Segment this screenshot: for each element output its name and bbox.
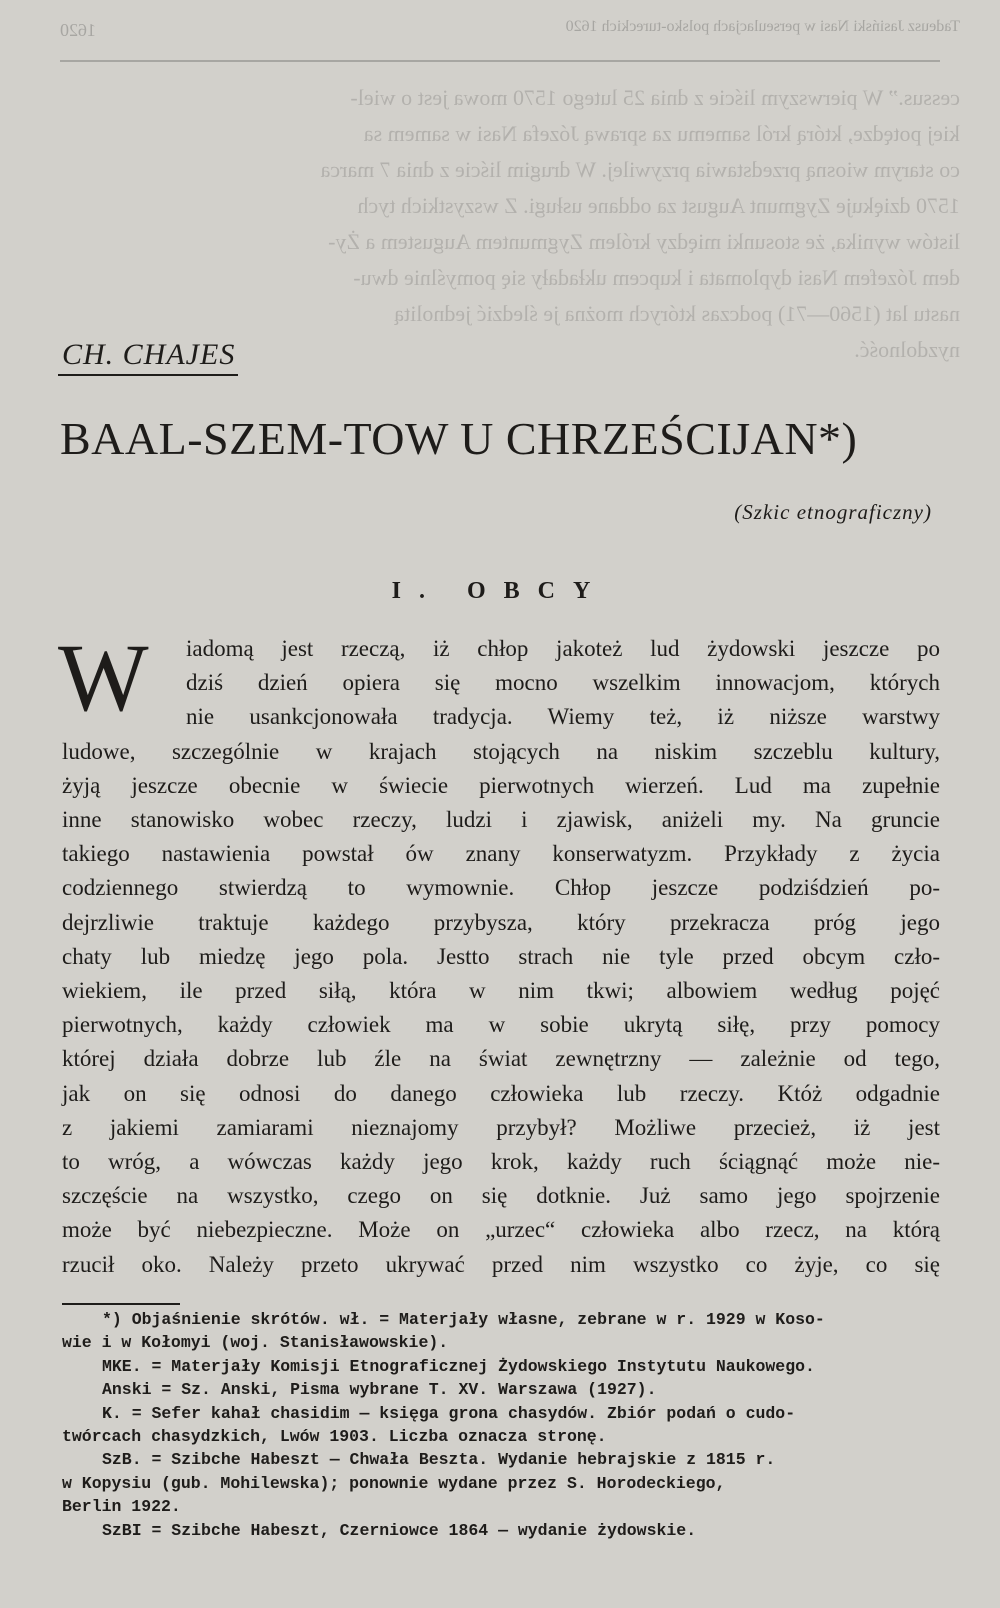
footnotes — [62, 1308, 940, 1542]
footnote-line: w Kopysiu (gub. Mohilewska); ponownie wydane przez S. Horodeckiego, — [62, 1473, 726, 1493]
bleed-through-header: Tadeusz Jasiński Nasi w perseulacjach polsko-tureckich 1620 — [565, 18, 960, 35]
footnote-line: Berlin 1922. — [62, 1497, 181, 1517]
body-line: z jakiemi zamiarami nieznajomy przybył? Możliwe przecież, iż jest — [62, 1114, 940, 1140]
bleed-through-line: kiej potędze, którą król samemu za sprawą Józefa Nasi w samem sa — [363, 121, 960, 146]
body-line: żyją jeszcze obecnie w świecie pierwotnych wierzeń. Lud ma zupełnie — [62, 772, 940, 798]
body-line: chaty lub miedzę jego pola. Jestto strach nie tyle przed obcym czło- — [62, 943, 940, 969]
footnote-line: SzBI = Szibche Habeszt, Czerniowce 1864 — wydanie żydowskie. — [102, 1520, 697, 1540]
footnote-line: MKE. = Materjały Komisji Etnograficznej Żydowskiego Instytutu Naukowego. — [102, 1356, 815, 1376]
footnote-line: Anski = Sz. Anski, Pisma wybrane T. XV. Warszawa (1927). — [102, 1380, 657, 1400]
footnote-line: twórcach chasydzkich, Lwów 1903. Liczba oznacza stronę. — [62, 1427, 607, 1447]
body-line: takiego nastawienia powstał ów znany konserwatyzm. Przykłady z życia — [62, 841, 940, 867]
footnote-line: wie i w Kołomyi (woj. Stanisławowskie). — [62, 1333, 449, 1353]
footnote-line: K. = Sefer kahał chasidim — księga grona chasydów. Zbiór podań o cudo- — [102, 1403, 796, 1423]
author-name: CH. CHAJES — [62, 338, 236, 371]
body-line: ludowe, szczególnie w krajach stojących na niskim szczeblu kultury, — [62, 738, 940, 764]
body-line: inne stanowisko wobec rzeczy, ludzi i zjawisk, aniżeli my. Na gruncie — [62, 807, 940, 833]
bleed-through-line: nastu lat (1560—71) podczas których można je śledzić jednolitą — [394, 301, 960, 326]
footnote-line: SzB. = Szibche Habeszt — Chwała Beszta. Wydanie hebrajskie z 1815 r. — [102, 1450, 776, 1470]
body-line: dejrzliwie traktuje każdego przybysza, który przekracza próg jego — [62, 909, 940, 935]
author-underline — [58, 374, 238, 376]
body-text — [62, 632, 940, 1282]
bleed-through-line: nyzdolność. — [854, 337, 960, 362]
bleed-through-line: dem Józefem Nasi dyplomata i kupcem układały się pomyślnie dwu- — [353, 265, 960, 290]
body-line: iadomą jest rzeczą, iż chłop jakoteż lud żydowski jeszcze po — [186, 636, 940, 661]
drop-cap: W — [58, 624, 149, 731]
body-line: której działa dobrze lub źle na świat zewnętrzny — zależnie od tego, — [62, 1046, 940, 1072]
article-title: BAAL-SZEM-TOW U CHRZEŚCIJAN*) — [60, 413, 858, 464]
body-line: wiekiem, ile przed siłą, która w nim tkwi; albowiem według pojęć — [62, 978, 940, 1004]
body-line: pierwotnych, każdy człowiek ma w sobie ukrytą siłę, przy pomocy — [62, 1012, 940, 1038]
body-line: codziennego stwierdzą to wymownie. Chłop jeszcze podziśdzień po- — [62, 875, 940, 901]
bleed-through-line: 1570 dziękuje Zygmunt August za oddane usługi. Z wszystkich tych — [357, 193, 960, 218]
body-line: szczęście na wszystko, czego on się dotknie. Już samo jego spojrzenie — [62, 1183, 940, 1209]
bleed-through-line: listów wynika, że stosunki między królem Zygmuntem Augustem a Ży- — [328, 229, 960, 254]
section-heading: I. OBCY — [391, 578, 609, 604]
footnote-line: *) Objaśnienie skrótów. wł. = Materjały własne, zebrane w r. 1929 w Koso- — [102, 1310, 825, 1329]
footnote-separator — [62, 1303, 180, 1305]
body-line: może być niebezpieczne. Może on „urzec“ człowieka albo rzecz, na którą — [62, 1217, 940, 1243]
body-line: nie usankcjonowała tradycja. Wiemy też, iż niższe warstwy — [186, 704, 940, 730]
body-line: dziś dzień opiera się mocno wszelkim innowacjom, których — [186, 670, 940, 696]
article-subtitle: (Szkic etnograficzny) — [734, 500, 932, 524]
body-line: rzucił oko. Należy przeto ukrywać przed nim wszystko co żyje, co się — [62, 1251, 940, 1277]
bleed-through-line: cessus.” W pierwszym liście z dnia 25 lutego 1570 mowa jest o wiel- — [350, 85, 960, 110]
bleed-through-page-number: 1620 — [60, 20, 96, 40]
body-line: jak on się odnosi do danego człowieka lub rzeczy. Któż odgadnie — [62, 1080, 940, 1106]
body-line: to wróg, a wówczas każdy jego krok, każdy ruch ściągnąć może nie- — [62, 1149, 940, 1175]
bleed-through-line: co starym wiosną przedstawia przywilej. W drugim liście z dnia 7 marca — [320, 157, 960, 182]
